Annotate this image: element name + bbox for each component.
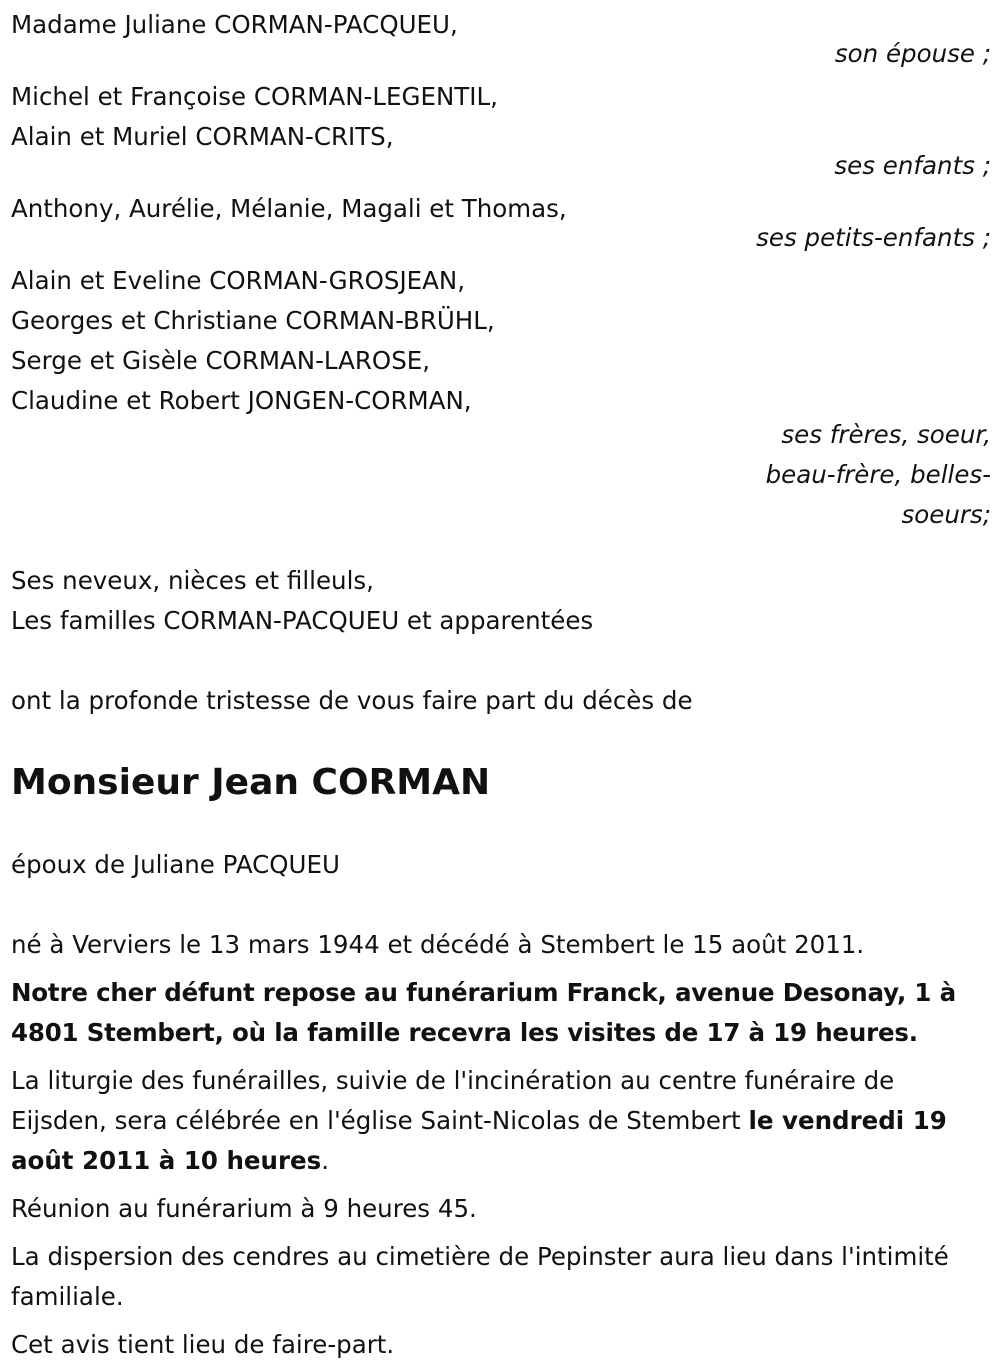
- funeral-info: [11, 1061, 991, 1181]
- family-group-grandchildren: [11, 189, 991, 253]
- sibling-name: Georges et Christiane CORMAN-BRÜHL,: [11, 306, 495, 335]
- family-group-others: [11, 561, 991, 641]
- child-name: Michel et Françoise CORMAN-LEGENTIL,: [11, 82, 498, 111]
- family-group-spouse: [11, 5, 991, 69]
- family-group-siblings: [11, 261, 991, 535]
- sibling-name: Serge et Gisèle CORMAN-LAROSE,: [11, 346, 431, 375]
- child-name: Alain et Muriel CORMAN-CRITS,: [11, 122, 394, 151]
- dispersion-info: La dispersion des cendres au cimetière de Pepinster aura lieu dans l'intimité familiale.: [11, 1242, 949, 1311]
- relatives-line: Les familles CORMAN-PACQUEU et apparentées: [11, 606, 594, 635]
- siblings-role-line: beau-frère, belles-: [765, 460, 991, 489]
- spouse-name: Madame Juliane CORMAN-PACQUEU,: [11, 10, 458, 39]
- grandchildren-role: ses petits-enfants ;: [756, 223, 991, 252]
- relatives-line: Ses neveux, nièces et filleuls,: [11, 566, 374, 595]
- deceased-name: Monsieur Jean CORMAN: [11, 762, 491, 803]
- siblings-role: [11, 415, 991, 535]
- viewing-info: Notre cher défunt repose au funérarium Franck, avenue Desonay, 1 à 4801 Stembert, où la famille recevra les visites de 17 à 19 heures.: [11, 978, 956, 1047]
- closing-line: Cet avis tient lieu de faire-part.: [11, 1330, 395, 1359]
- funeral-end: .: [321, 1146, 330, 1175]
- siblings-role-line: soeurs;: [901, 500, 991, 529]
- family-group-children: [11, 77, 991, 181]
- meeting-info: Réunion au funérarium à 9 heures 45.: [11, 1194, 477, 1223]
- sibling-name: Claudine et Robert JONGEN-CORMAN,: [11, 386, 472, 415]
- sibling-name: Alain et Eveline CORMAN-GROSJEAN,: [11, 266, 466, 295]
- birth-death-line: né à Verviers le 13 mars 1944 et décédé à Stembert le 15 août 2011.: [11, 930, 865, 959]
- funeral-text: La liturgie des funérailles, suivie de l'incinération au centre funéraire de Eijsden, sera célébrée en l'église Saint-Nicolas de Stembert: [11, 1066, 895, 1135]
- spouse-of-line: époux de Juliane PACQUEU: [11, 850, 340, 879]
- spouse-role: son épouse ;: [834, 39, 991, 68]
- siblings-role-line: ses frères, soeur,: [781, 420, 991, 449]
- children-role: ses enfants ;: [834, 151, 991, 180]
- grandchildren-names: Anthony, Aurélie, Mélanie, Magali et Thomas,: [11, 194, 567, 223]
- announcement-text: ont la profonde tristesse de vous faire part du décès de: [11, 686, 693, 715]
- funeral-date: le vendredi 19 août 2011 à 10 heures: [11, 1106, 947, 1175]
- obituary-notice: [11, 5, 991, 1365]
